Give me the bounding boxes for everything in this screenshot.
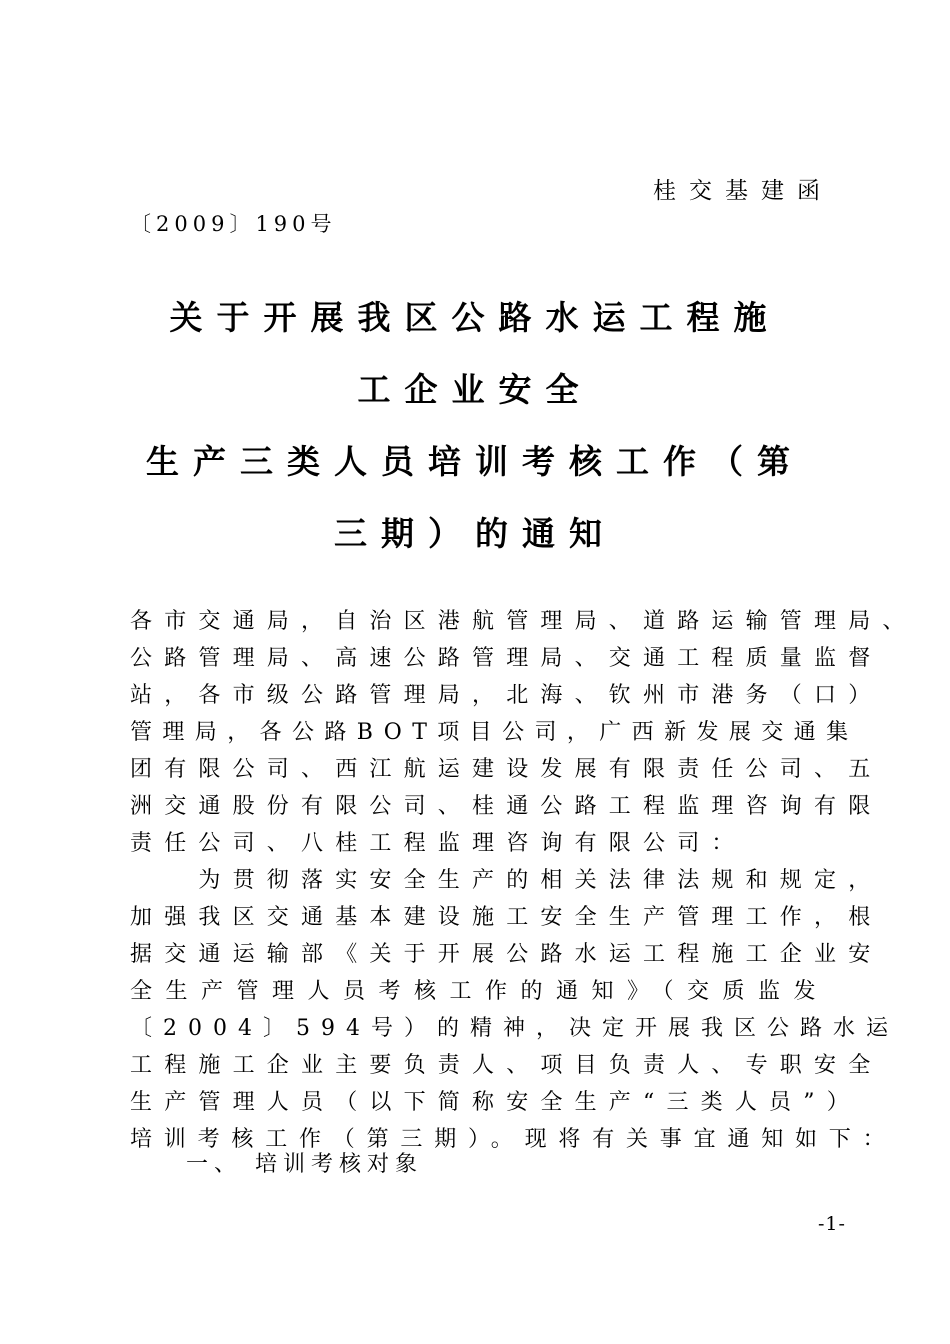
- body-line-2: 公路管理局、高速公路管理局、交通工程质量监督: [130, 646, 883, 671]
- title-line-3: 生产三类人员培训考核工作（第: [146, 442, 804, 481]
- body-line-7: 责任公司、八桂工程监理咨询有限公司：: [130, 831, 746, 856]
- body-line-6: 洲交通股份有限公司、桂通公路工程监理咨询有限: [130, 794, 883, 819]
- section-heading-1: 一、 培训考核对象: [130, 1152, 423, 1177]
- body-line-13: 工程施工企业主要负责人、项目负责人、专职安全: [130, 1053, 883, 1078]
- doc-number-year-serial: 〔2009〕190号: [130, 212, 337, 236]
- body-line-1: 各市交通局，自治区港航管理局、道路运输管理局、: [130, 609, 917, 634]
- body-line-8: 为贯彻落实安全生产的相关法律法规和规定，: [130, 868, 883, 893]
- title-line-2: 工企业安全: [357, 370, 593, 409]
- body-line-11: 全生产管理人员考核工作的通知》（交质监发: [130, 979, 830, 1004]
- title-line-4: 三期）的通知: [334, 514, 616, 553]
- body-line-5: 团有限公司、西江航运建设发展有限责任公司、五: [130, 757, 883, 782]
- body-line-4: 管理局，各公路BOT项目公司，广西新发展交通集: [130, 720, 859, 745]
- body-line-10: 据交通运输部《关于开展公路水运工程施工企业安: [130, 942, 883, 967]
- title-line-1: 关于开展我区公路水运工程施: [169, 298, 781, 337]
- page-number: -1-: [818, 1213, 846, 1235]
- body-line-3: 站，各市级公路管理局，北海、钦州市港务（口）: [130, 683, 883, 708]
- body-line-14: 生产管理人员（以下简称安全生产“三类人员”）: [130, 1090, 861, 1115]
- body-line-9: 加强我区交通基本建设施工安全生产管理工作，根: [130, 905, 883, 930]
- body-line-12: 〔2004〕594号）的精神，决定开展我区公路水运: [130, 1016, 899, 1041]
- body-line-15: 培训考核工作（第三期）。现将有关事宜通知如下：: [130, 1127, 897, 1152]
- doc-number-prefix: 桂交基建函: [653, 178, 833, 204]
